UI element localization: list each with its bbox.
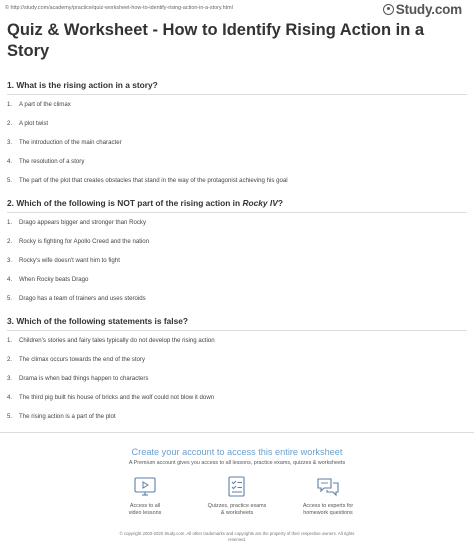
question-number: 1. bbox=[7, 80, 14, 90]
study-logo[interactable] bbox=[383, 2, 462, 17]
answer-option[interactable]: 4. The resolution of a story bbox=[7, 157, 85, 165]
question-3 bbox=[7, 316, 467, 426]
answer-option[interactable]: 5. The part of the plot that creates obstacles that stand in the way of the protagonist achieving his goal bbox=[7, 176, 288, 184]
copyright-footer: © copyright 2003-2020 Study.com. All other trademarks and copyrights are the property of their respective owners. All rights reserved. bbox=[119, 531, 355, 542]
study-logo-icon bbox=[383, 4, 394, 15]
feature-quizzes bbox=[187, 476, 287, 517]
feature-video-lessons bbox=[95, 476, 195, 517]
answer-option[interactable]: 4. When Rocky beats Drago bbox=[7, 275, 89, 283]
question-2 bbox=[7, 198, 467, 308]
answer-option[interactable]: 1. A part of the climax bbox=[7, 100, 71, 108]
question-label: Which of the following is NOT part of the rising action in bbox=[16, 198, 243, 208]
quiz-worksheet-icon bbox=[224, 476, 250, 498]
top-bar bbox=[0, 0, 474, 18]
answer-option[interactable]: 2. The climax occurs towards the end of the story bbox=[7, 355, 145, 363]
question-label: Which of the following statements is false? bbox=[16, 316, 189, 326]
answer-option[interactable]: 1. Drago appears bigger and stronger than Rocky bbox=[7, 218, 147, 226]
answer-option[interactable]: 1. Children's stories and fairy tales typically do not develop the rising action bbox=[7, 336, 215, 344]
question-label: What is the rising action in a story? bbox=[16, 80, 158, 90]
create-account-link[interactable]: Create your account to access this entire worksheet bbox=[131, 447, 343, 457]
question-text bbox=[7, 316, 467, 327]
expert-chat-icon bbox=[315, 476, 341, 498]
answer-option[interactable]: 5. The rising action is a part of the plot bbox=[7, 412, 116, 420]
answer-option[interactable]: 5. Drago has a team of trainers and uses steroids bbox=[7, 294, 146, 302]
feature-label: Quizzes, practice exams & worksheets bbox=[207, 503, 267, 516]
question-number: 3. bbox=[7, 316, 14, 326]
answer-option[interactable]: 4. The third pig built his house of bricks and the wolf could not blow it down bbox=[7, 393, 215, 401]
answer-option[interactable]: 3. The introduction of the main character bbox=[7, 138, 122, 146]
promo-subtitle: A Premium account gives you access to all lessons, practice exams, quizzes & worksheets bbox=[128, 460, 346, 466]
answer-option[interactable]: 2. A plot twist bbox=[7, 119, 49, 127]
question-text: 2. Which of the following is NOT part of the rising action in Rocky IV? bbox=[7, 198, 283, 208]
answer-option[interactable]: 3. Rocky's wife doesn't want him to fight bbox=[7, 256, 120, 264]
answer-option[interactable]: 3. Drama is when bad things happen to characters bbox=[7, 374, 149, 382]
question-text bbox=[7, 80, 467, 91]
feature-label: Access to all video lessons bbox=[128, 503, 162, 516]
study-logo-text: Study.com bbox=[395, 2, 462, 17]
page-url: © http://study.com/academy/practice/quiz-worksheet-how-to-identify-rising-action-in-a-story.html bbox=[5, 5, 233, 11]
feature-label: Access to experts for homework questions bbox=[302, 503, 354, 516]
question-title-emphasis: Rocky IV bbox=[242, 198, 278, 208]
feature-experts bbox=[278, 476, 378, 517]
video-lesson-icon bbox=[132, 476, 158, 498]
answer-option[interactable]: 2. Rocky is fighting for Apollo Creed and the nation bbox=[7, 237, 150, 245]
question-1 bbox=[7, 80, 467, 190]
question-number: 2. bbox=[7, 198, 14, 208]
promo-divider bbox=[0, 432, 474, 433]
page-title: Quiz & Worksheet - How to Identify Rising Action in a Story bbox=[7, 21, 425, 60]
